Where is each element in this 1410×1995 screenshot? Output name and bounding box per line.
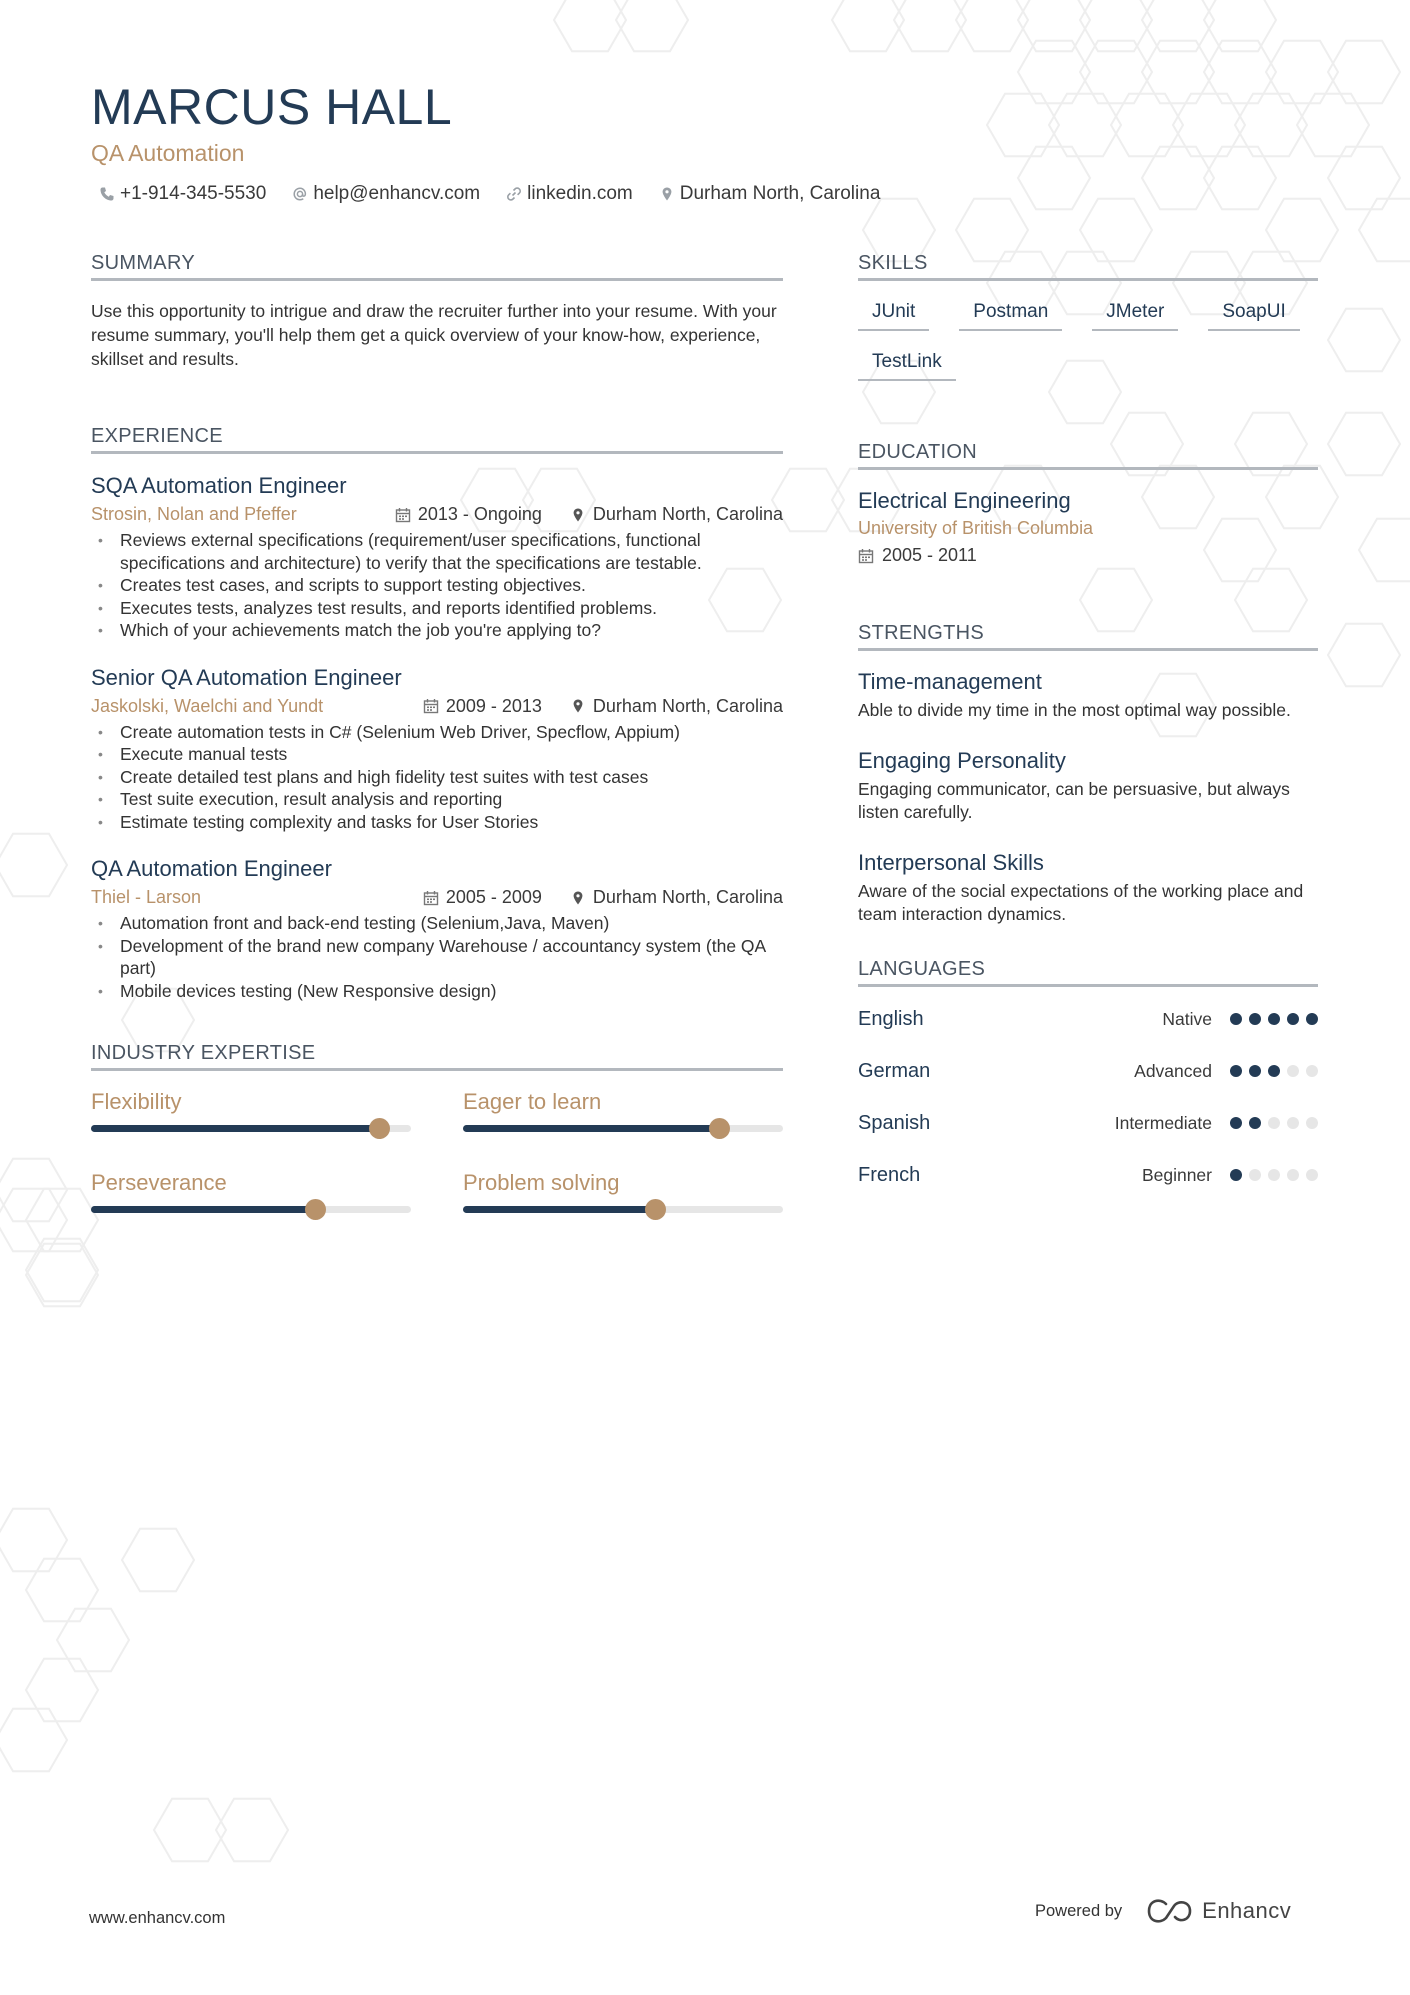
phone-icon: [99, 186, 115, 202]
job-role: QA Automation Engineer: [91, 856, 332, 881]
strength-title: Engaging Personality: [858, 748, 1066, 773]
skill-tag: SoapUI: [1208, 299, 1299, 331]
education-section: [858, 441, 1318, 566]
right-column: [858, 252, 1318, 1246]
job-dates: [423, 887, 542, 908]
language-name: French: [858, 1163, 921, 1186]
at-icon: [292, 186, 308, 202]
job-bullet: • Executes tests, analyzes test results, and reports identified problems.: [91, 597, 783, 620]
experience-heading: EXPERIENCE: [91, 425, 783, 454]
job-company: Jaskolski, Waelchi and Yundt: [91, 695, 324, 716]
expertise-item: [463, 1170, 783, 1213]
proficiency-dot-filled: [1268, 1065, 1280, 1077]
summary-section: [91, 252, 783, 371]
job-bullets: [91, 721, 783, 834]
expertise-bar-knob: [305, 1199, 326, 1220]
expertise-bar-knob: [709, 1118, 730, 1139]
language-right: [1142, 1165, 1318, 1186]
education-degree: Electrical Engineering: [858, 488, 1071, 513]
proficiency-dot-empty: [1268, 1169, 1280, 1181]
language-row: [858, 1045, 1318, 1097]
language-name: German: [858, 1059, 931, 1082]
expertise-bar-knob: [645, 1199, 666, 1220]
job-dates: [423, 696, 542, 717]
language-level: Advanced: [1134, 1060, 1212, 1081]
language-row: [858, 993, 1318, 1045]
enhancv-logo-icon: [1146, 1898, 1194, 1924]
expertise-bar-fill: [463, 1125, 719, 1132]
proficiency-dot-filled: [1268, 1013, 1280, 1025]
skills-list: [858, 299, 1318, 381]
language-dots: [1230, 1065, 1318, 1077]
skills-heading: SKILLS: [858, 252, 1318, 281]
job-meta: [91, 696, 783, 717]
calendar-icon: [423, 890, 439, 906]
job-location-text: Durham North, Carolina: [592, 695, 783, 716]
language-right: [1134, 1061, 1318, 1082]
job-location: [570, 887, 783, 908]
job-bullets: [91, 912, 783, 1002]
job-dates-text: 2005 - 2009: [445, 887, 542, 907]
candidate-name: MARCUS HALL: [91, 79, 453, 135]
strength-item: [858, 850, 1318, 926]
enhancv-logo[interactable]: [1146, 1898, 1291, 1924]
job-entry: [91, 472, 783, 642]
location-icon: [570, 698, 586, 714]
expertise-label: Eager to learn: [463, 1089, 602, 1114]
job-location-text: Durham North, Carolina: [592, 887, 783, 907]
job-meta-right: [395, 504, 783, 525]
education-heading: EDUCATION: [858, 441, 1318, 470]
strength-item: [858, 748, 1318, 824]
strength-title: Interpersonal Skills: [858, 850, 1044, 875]
contact-linkedin-text: linkedin.com: [527, 183, 633, 204]
proficiency-dot-filled: [1287, 1013, 1299, 1025]
industry-expertise-heading: INDUSTRY EXPERTISE: [91, 1042, 783, 1071]
job-bullet: • Reviews external specifications (requirement/user specifications, functional specifications and architecture) to verify that the specifications are testable.: [91, 529, 783, 574]
job-meta-right: [423, 696, 783, 717]
proficiency-dot-empty: [1287, 1117, 1299, 1129]
strengths-section: [858, 622, 1318, 926]
proficiency-dot-empty: [1306, 1117, 1318, 1129]
language-name: Spanish: [858, 1111, 931, 1134]
summary-text: Use this opportunity to intrigue and draw the recruiter further into your resume. With your resume summary, you'll help them get a quick overview of your know-how, experience, skillset and results.: [91, 301, 777, 369]
languages-section: [858, 958, 1318, 1201]
location-icon: [659, 186, 675, 202]
expertise-bar-knob: [369, 1118, 390, 1139]
enhancv-logo-text: Enhancv: [1202, 1898, 1292, 1923]
contact-phone-text: +1-914-345-5530: [120, 183, 267, 204]
contact-linkedin[interactable]: [506, 183, 633, 205]
language-row: [858, 1149, 1318, 1201]
job-bullet: • Which of your achievements match the job you're applying to?: [91, 619, 783, 642]
location-icon: [570, 890, 586, 906]
expertise-item: [91, 1170, 411, 1213]
calendar-icon: [423, 698, 439, 714]
calendar-icon: [858, 548, 874, 564]
location-icon: [570, 507, 586, 523]
proficiency-dot-filled: [1306, 1013, 1318, 1025]
skill-tag: TestLink: [858, 349, 956, 381]
job-bullets: [91, 529, 783, 642]
job-meta: [91, 887, 783, 908]
proficiency-dot-empty: [1287, 1065, 1299, 1077]
industry-expertise-section: [91, 1042, 783, 1213]
job-bullet: • Automation front and back-end testing (Selenium,Java, Maven): [91, 912, 783, 935]
education-dates: [858, 545, 1318, 566]
job-location: [570, 504, 783, 525]
job-company: Thiel - Larson: [91, 887, 202, 907]
summary-heading: SUMMARY: [91, 252, 783, 281]
job-bullet: • Estimate testing complexity and tasks for User Stories: [91, 811, 783, 834]
education-school: University of British Columbia: [858, 518, 1094, 538]
language-right: [1162, 1009, 1318, 1030]
expertise-item: [463, 1089, 783, 1132]
proficiency-dot-filled: [1249, 1065, 1261, 1077]
job-bullet: • Create automation tests in C# (Selenium Web Driver, Specflow, Appium): [91, 721, 783, 744]
skill-tag: JMeter: [1092, 299, 1178, 331]
expertise-bar: [91, 1125, 411, 1132]
job-dates-text: 2009 - 2013: [445, 695, 542, 716]
skills-section: [858, 252, 1318, 381]
candidate-title: QA Automation: [91, 140, 245, 166]
job-meta: [91, 504, 783, 525]
job-bullet: • Create detailed test plans and high fidelity test suites with test cases: [91, 766, 783, 789]
strengths-heading: STRENGTHS: [858, 622, 1318, 651]
expertise-item: [91, 1089, 411, 1132]
expertise-bar-fill: [91, 1125, 379, 1132]
job-role: SQA Automation Engineer: [91, 473, 347, 498]
job-dates-text: 2013 - Ongoing: [417, 504, 542, 524]
expertise-label: Flexibility: [91, 1089, 182, 1114]
powered-by-text: Powered by: [1035, 1901, 1123, 1920]
job-bullet: • Test suite execution, result analysis and reporting: [91, 788, 783, 811]
contact-email[interactable]: [292, 183, 480, 205]
proficiency-dot-filled: [1230, 1169, 1242, 1181]
contact-phone[interactable]: [99, 183, 266, 205]
job-company: Strosin, Nolan and Pfeffer: [91, 504, 297, 524]
language-level: Native: [1162, 1008, 1212, 1029]
languages-heading: LANGUAGES: [858, 958, 1318, 987]
proficiency-dot-empty: [1287, 1169, 1299, 1181]
expertise-bar: [463, 1125, 783, 1132]
contact-location-text: Durham North, Carolina: [679, 183, 881, 204]
skill-tag: JUnit: [858, 299, 929, 331]
strength-desc: Aware of the social expectations of the working place and team interaction dynamics.: [858, 881, 1304, 924]
job-entry: [91, 855, 783, 1002]
proficiency-dot-empty: [1306, 1065, 1318, 1077]
language-row: [858, 1097, 1318, 1149]
strength-item: [858, 669, 1318, 722]
job-location: [570, 696, 783, 717]
job-location-text: Durham North, Carolina: [592, 504, 783, 524]
expertise-bar-fill: [463, 1206, 655, 1213]
experience-section: [91, 425, 783, 1002]
contact-row: [99, 183, 880, 205]
contact-email-text: help@enhancv.com: [313, 183, 481, 204]
proficiency-dot-filled: [1249, 1013, 1261, 1025]
footer-branding: [1035, 1898, 1291, 1924]
proficiency-dot-empty: [1249, 1169, 1261, 1181]
job-bullet: • Development of the brand new company Warehouse / accountancy system (the QA part): [91, 935, 783, 980]
strength-title: Time-management: [858, 669, 1042, 694]
proficiency-dot-empty: [1306, 1169, 1318, 1181]
strength-desc: Able to divide my time in the most optimal way possible.: [858, 700, 1291, 720]
expertise-grid: [91, 1089, 783, 1213]
proficiency-dot-filled: [1230, 1117, 1242, 1129]
job-bullet: • Mobile devices testing (New Responsive design): [91, 980, 783, 1003]
left-column: [91, 252, 783, 1258]
language-dots: [1230, 1169, 1318, 1181]
proficiency-dot-filled: [1230, 1013, 1242, 1025]
language-level: Beginner: [1141, 1164, 1212, 1185]
proficiency-dot-empty: [1268, 1117, 1280, 1129]
job-meta-right: [423, 887, 783, 908]
job-entry: [91, 664, 783, 834]
proficiency-dot-filled: [1230, 1065, 1242, 1077]
job-role: Senior QA Automation Engineer: [91, 664, 402, 690]
contact-location: [659, 183, 881, 205]
job-dates: [395, 504, 542, 525]
resume-header: [91, 78, 452, 167]
expertise-bar: [91, 1206, 411, 1213]
expertise-bar-fill: [91, 1206, 315, 1213]
language-dots: [1230, 1117, 1318, 1129]
calendar-icon: [395, 507, 411, 523]
education-dates-text: 2005 - 2011: [882, 545, 977, 565]
skill-tag: Postman: [959, 299, 1062, 331]
expertise-label: Perseverance: [91, 1170, 227, 1195]
strength-desc: Engaging communicator, can be persuasive, but always listen carefully.: [858, 779, 1290, 822]
job-bullet: • Execute manual tests: [91, 743, 783, 766]
job-bullet: • Creates test cases, and scripts to support testing objectives.: [91, 574, 783, 597]
link-icon: [506, 186, 522, 202]
footer-website[interactable]: www.enhancv.com: [89, 1909, 226, 1927]
language-name: English: [858, 1007, 924, 1030]
proficiency-dot-filled: [1249, 1117, 1261, 1129]
expertise-bar: [463, 1206, 783, 1213]
language-dots: [1230, 1013, 1318, 1025]
language-right: [1115, 1113, 1318, 1134]
expertise-label: Problem solving: [463, 1170, 620, 1195]
language-level: Intermediate: [1114, 1112, 1212, 1133]
